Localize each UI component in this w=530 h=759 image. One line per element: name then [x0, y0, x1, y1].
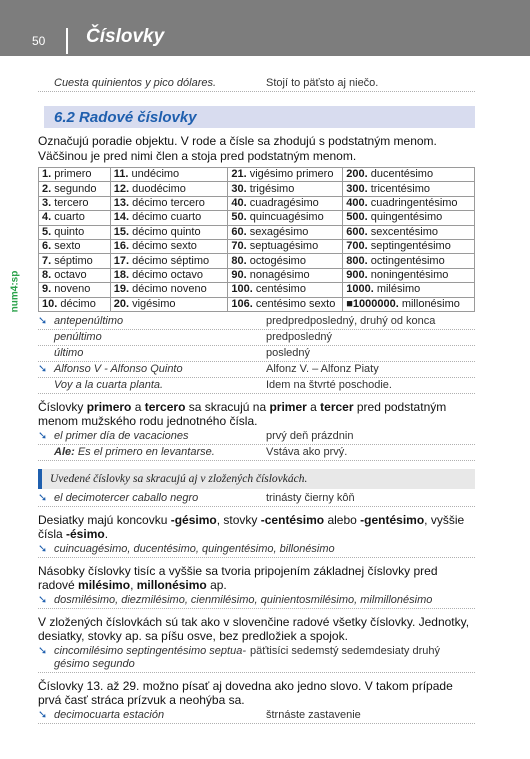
table-cell: 12. duodécimo — [110, 182, 228, 196]
example-spanish: el decimotercer caballo negro — [54, 491, 199, 504]
table-cell: 400. cuadringentésimo — [343, 196, 475, 210]
table-cell: 7. séptimo — [39, 254, 111, 268]
table-cell: 4. cuarto — [39, 211, 111, 225]
example-slovak: posledný — [266, 346, 311, 359]
example-slovak: päťtisíci sedemstý sedemdesiaty druhý — [250, 644, 440, 657]
example-slovak: Idem na štvrté poschodie. — [266, 378, 392, 391]
table-row — [39, 196, 475, 210]
arrow-icon: ➘ — [38, 593, 48, 606]
example-spanish: el primer día de vacaciones — [54, 429, 189, 442]
table-cell: 17. décimo séptimo — [110, 254, 228, 268]
example-row — [38, 378, 475, 394]
page-number: 50 — [32, 34, 46, 48]
table-cell: 800. octingentésimo — [343, 254, 475, 268]
table-cell: 8. octavo — [39, 268, 111, 282]
example-slovak: štrnáste zastavenie — [266, 708, 361, 721]
header-divider — [66, 28, 68, 54]
table-cell: 11. undécimo — [110, 168, 228, 182]
example-spanish: dosmilésimo, diezmilésimo, cienmilésimo, quinientosmilésimo, milmillonésimo — [54, 593, 433, 606]
page-content — [38, 76, 475, 724]
example-row — [38, 542, 475, 558]
note-text: Uvedené číslovky sa skracujú aj v zložených číslovkách. — [42, 469, 475, 489]
table-cell: 13. décimo tercero — [110, 196, 228, 210]
arrow-icon: ➘ — [38, 429, 48, 442]
table-cell: 50. quincuagésimo — [228, 211, 343, 225]
table-cell: 90. nonagésimo — [228, 268, 343, 282]
table-cell: ■1000000. millonésimo — [343, 297, 475, 311]
table-cell: 3. tercero — [39, 196, 111, 210]
page-header — [0, 0, 530, 56]
table-cell: 60. sexagésimo — [228, 225, 343, 239]
table-cell: 900. noningentésimo — [343, 268, 475, 282]
example-group-1 — [38, 314, 475, 394]
table-cell: 18. décimo octavo — [110, 268, 228, 282]
arrow-icon: ➘ — [38, 708, 48, 721]
table-row — [39, 182, 475, 196]
example-row — [38, 314, 475, 330]
table-row — [39, 268, 475, 282]
paragraph-5: V zložených číslovkách sú tak ako v slovenčine radové všetky číslovky. Jednotky, desiatky, stovky ap. sa píšu osve, bez predložiek a spojok. — [38, 614, 470, 644]
table-cell: 70. septuagésimo — [228, 239, 343, 253]
arrow-icon: ➘ — [38, 542, 48, 555]
table-cell: 21. vigésimo primero — [228, 168, 343, 182]
side-tag — [4, 264, 26, 324]
example-slovak: Alfonz V. – Alfonz Piaty — [266, 362, 379, 375]
example-row — [38, 429, 475, 445]
example-row — [38, 445, 475, 461]
example-row — [38, 76, 475, 92]
example-spanish: Cuesta quinientos y pico dólares. — [54, 77, 217, 89]
example-slovak: prvý deň prázdnin — [266, 429, 354, 442]
table-cell: 16. décimo sexto — [110, 239, 228, 253]
example-row — [38, 593, 475, 609]
table-cell: 300. tricentésimo — [343, 182, 475, 196]
example-spanish: último — [54, 346, 84, 359]
table-row — [39, 168, 475, 182]
table-cell: 700. septingentésimo — [343, 239, 475, 253]
ordinal-table — [38, 167, 475, 312]
example-spanish: Voy a la cuarta planta. — [54, 378, 164, 391]
example-slovak: Stojí to päťsto aj niečo. — [266, 77, 379, 89]
example-spanish: decimocuarta estación — [54, 708, 165, 721]
table-row — [39, 239, 475, 253]
section-heading — [44, 106, 475, 128]
table-cell: 500. quingentésimo — [343, 211, 475, 225]
example-row — [38, 362, 475, 378]
example-spanish: antepenúltimo — [54, 314, 124, 327]
chapter-title: Číslovky — [86, 26, 165, 47]
table-cell: 80. octogésimo — [228, 254, 343, 268]
table-cell: 100. centésimo — [228, 283, 343, 297]
table-cell: 5. quinto — [39, 225, 111, 239]
arrow-icon: ➘ — [38, 314, 48, 327]
table-cell: 200. ducentésimo — [343, 168, 475, 182]
paragraph-4: Násobky číslovky tisíc a vyššie sa tvoria pripojením základnej číslovky pred radové milésimo, millonésimo ap. — [38, 563, 438, 593]
table-cell: 600. sexcentésimo — [343, 225, 475, 239]
example-spanish: Alfonso V - Alfonso Quinto — [54, 362, 183, 375]
paragraph-3: Desiatky majú koncovku -gésimo, stovky -centésimo alebo -gentésimo, vyššie čísla -ésimo. — [38, 512, 465, 542]
table-cell: 30. trigésimo — [228, 182, 343, 196]
table-cell: 14. décimo cuarto — [110, 211, 228, 225]
table-row — [39, 254, 475, 268]
note-box — [38, 469, 475, 489]
table-row — [39, 211, 475, 225]
example-row — [38, 491, 475, 507]
arrow-icon: ➘ — [38, 362, 48, 375]
paragraph-2: Číslovky primero a tercero sa skracujú na primer a tercer pred podstatným menom mužského rodu jednotného čísla. — [38, 399, 447, 429]
example-slovak: predposledný — [266, 330, 333, 343]
example-row — [38, 644, 475, 673]
example-slovak: predpredposledný, druhý od konca — [266, 314, 436, 327]
example-slovak: Vstáva ako prvý. — [266, 445, 348, 458]
example-spanish: penúltimo — [54, 330, 102, 343]
example-row — [38, 346, 475, 362]
table-cell: 9. noveno — [39, 283, 111, 297]
table-cell: 40. cuadragésimo — [228, 196, 343, 210]
example-row — [38, 330, 475, 346]
paragraph-1: Označujú poradie objektu. V rode a čísle sa zhodujú s podstatným menom. Väčšinou je pred nimi člen a stoja pred podstatným menom. — [38, 134, 437, 163]
side-tag-text: num4:sp — [9, 270, 21, 313]
arrow-icon: ➘ — [38, 644, 48, 657]
table-cell: 2. segundo — [39, 182, 111, 196]
example-slovak: trinásty čierny kôň — [266, 491, 355, 504]
table-row — [39, 225, 475, 239]
table-cell: 19. décimo noveno — [110, 283, 228, 297]
table-cell: 1. primero — [39, 168, 111, 182]
section-title: 6.2 Radové číslovky — [54, 108, 197, 126]
example-row — [38, 708, 475, 724]
arrow-icon: ➘ — [38, 491, 48, 504]
paragraph-6: Číslovky 13. až 29. možno písať aj dovedna ako jedno slovo. V takom prípade prvá časť stráca prízvuk a neohýba sa. — [38, 678, 453, 708]
table-cell: 6. sexto — [39, 239, 111, 253]
example-spanish: cuincuagésimo, ducentésimo, quingentésimo, billonésimo — [54, 542, 335, 555]
table-row — [39, 283, 475, 297]
table-cell: 15. décimo quinto — [110, 225, 228, 239]
table-row — [39, 297, 475, 311]
table-cell: 10. décimo — [39, 297, 111, 311]
table-cell: 106. centésimo sexto — [228, 297, 343, 311]
example-spanish: Ale: Es el primero en levantarse. — [54, 445, 215, 458]
example-group-2 — [38, 429, 475, 461]
example-spanish: cincomilésimo septingentésimo septua-gésimo segundo — [54, 644, 246, 670]
table-cell: 20. vigésimo — [110, 297, 228, 311]
table-cell: 1000. milésimo — [343, 283, 475, 297]
